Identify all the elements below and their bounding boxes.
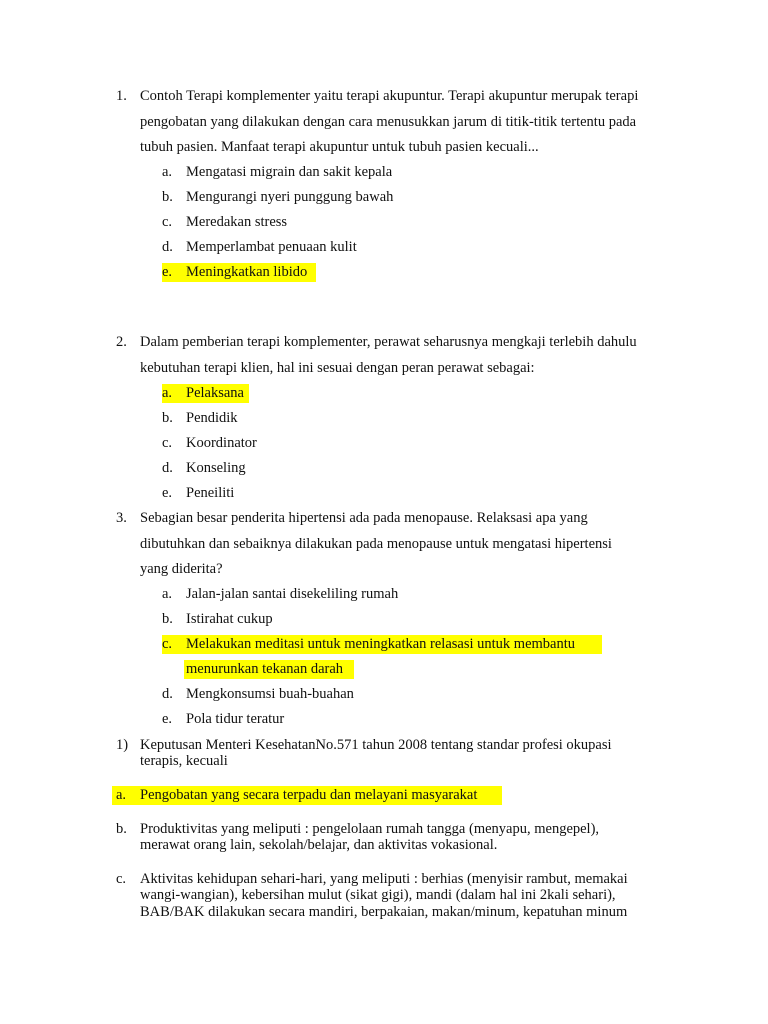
paragraph-text-line: Produktivitas yang meliputi : pengelolaan rumah tangga (menyapu, mengepel), xyxy=(140,821,600,837)
paragraph-letter-answer: a. xyxy=(116,787,127,803)
option-letter: c. xyxy=(162,435,173,451)
option-letter: c. xyxy=(162,214,173,230)
option-text: Meredakan stress xyxy=(186,214,288,230)
option-text: Koordinator xyxy=(186,435,257,451)
option-text: Mengurangi nyeri punggung bawah xyxy=(186,189,394,205)
option-text-answer-continued: menurunkan tekanan darah xyxy=(186,661,344,677)
option-letter: b. xyxy=(162,611,173,627)
question-text-line: terapis, kecuali xyxy=(140,753,228,769)
option-text: Istirahat cukup xyxy=(186,611,273,627)
question-number: 3. xyxy=(116,510,127,526)
question-text-line: tubuh pasien. Manfaat terapi akupuntur untuk tubuh pasien kecuali... xyxy=(140,139,539,155)
option-letter: a. xyxy=(162,164,173,180)
question-text-line: dibutuhkan dan sebaiknya dilakukan pada menopause untuk mengatasi hipertensi xyxy=(140,536,612,552)
option-text: Konseling xyxy=(186,460,246,476)
option-text: Jalan-jalan santai disekeliling rumah xyxy=(186,586,399,602)
paragraph-text-line: merawat orang lain, sekolah/belajar, dan aktivitas vokasional. xyxy=(140,837,498,853)
option-text: Mengkonsumsi buah-buahan xyxy=(186,686,354,702)
option-letter: b. xyxy=(162,410,173,426)
option-text: Pola tidur teratur xyxy=(186,711,285,727)
question-text-line: Contoh Terapi komplementer yaitu terapi akupuntur. Terapi akupuntur merupak terapi xyxy=(140,88,639,104)
option-letter: e. xyxy=(162,485,173,501)
option-text-answer: Meningkatkan libido xyxy=(186,264,308,280)
question-text-line: Sebagian besar penderita hipertensi ada pada menopause. Relaksasi apa yang xyxy=(140,510,588,526)
paragraph-text-line: wangi-wangian), kebersihan mulut (sikat gigi), mandi (dalam hal ini 2kali sehari), xyxy=(140,887,616,903)
paragraph-text-answer: Pengobatan yang secara terpadu dan melayani masyarakat xyxy=(140,787,478,803)
option-text: Pendidik xyxy=(186,410,238,426)
option-letter: d. xyxy=(162,686,173,702)
option-letter: d. xyxy=(162,460,173,476)
paragraph-text-line: Aktivitas kehidupan sehari-hari, yang meliputi : berhias (menyisir rambut, memakai xyxy=(140,871,628,887)
question-text-line: kebutuhan terapi klien, hal ini sesuai dengan peran perawat sebagai: xyxy=(140,360,535,376)
option-letter-answer: e. xyxy=(162,264,173,280)
option-text: Peneiliti xyxy=(186,485,235,501)
option-letter: b. xyxy=(162,189,173,205)
question-text-line: Dalam pemberian terapi komplementer, perawat seharusnya mengkaji terlebih dahulu xyxy=(140,334,637,350)
question-text-line: yang diderita? xyxy=(140,561,223,577)
question-number: 2. xyxy=(116,334,127,350)
option-letter-answer: a. xyxy=(162,385,173,401)
option-letter-answer: c. xyxy=(162,636,173,652)
option-letter: d. xyxy=(162,239,173,255)
question-number: 1. xyxy=(116,88,127,104)
option-text-answer: Pelaksana xyxy=(186,385,244,401)
question-number: 1) xyxy=(116,737,129,753)
paragraph-text-line: BAB/BAK dilakukan secara mandiri, berpakaian, makan/minum, kepatuhan minum xyxy=(140,904,628,920)
question-text-line: pengobatan yang dilakukan dengan cara menusukkan jarum di titik-titik tertentu pada xyxy=(140,114,637,130)
paragraph-letter: c. xyxy=(116,871,127,887)
paragraph-letter: b. xyxy=(116,821,127,837)
option-text-answer: Melakukan meditasi untuk meningkatkan relasasi untuk membantu xyxy=(186,636,575,652)
option-letter: a. xyxy=(162,586,173,602)
option-text: Mengatasi migrain dan sakit kepala xyxy=(186,164,393,180)
question-text-line: Keputusan Menteri KesehatanNo.571 tahun 2008 tentang standar profesi okupasi xyxy=(140,737,612,753)
option-text: Memperlambat penuaan kulit xyxy=(186,239,357,255)
option-letter: e. xyxy=(162,711,173,727)
